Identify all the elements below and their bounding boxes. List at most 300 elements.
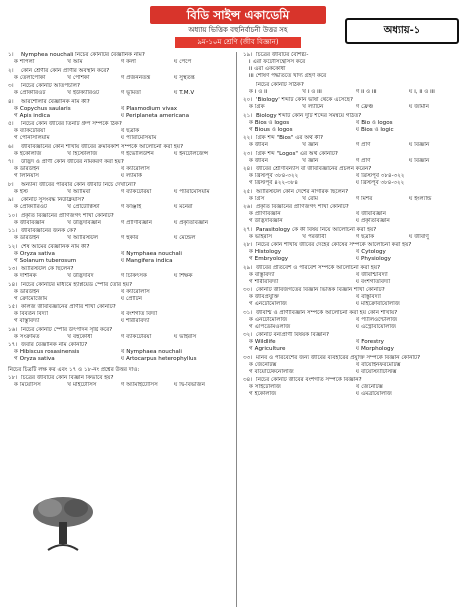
option[interactable]: ঘ মাইক্রোবায়োলজি (355, 301, 400, 307)
option[interactable]: ক জীবন (249, 142, 268, 148)
option-key: ঘ (408, 88, 413, 95)
option[interactable]: খ Forestry (355, 339, 384, 345)
option[interactable]: খ Nymphaea nouchali (120, 349, 182, 355)
option-key: খ (120, 105, 125, 112)
option-list (243, 59, 462, 80)
option-key: ঘ (355, 278, 359, 285)
option[interactable]: খ প্রোটোক্টিস্টা (67, 204, 100, 210)
option[interactable]: গ প্রাণ (355, 157, 371, 164)
option-key: ক (249, 119, 253, 126)
option[interactable]: খ ইউক্যারিওট (67, 90, 100, 96)
question-row (8, 282, 227, 289)
option[interactable]: iii শোষণ পদ্ধতিতে খাদ্য গ্রহণ করে (249, 73, 327, 79)
question-item (243, 135, 462, 149)
option-key: ঘ (355, 180, 359, 186)
option-key: ক (249, 233, 253, 240)
question-number: ২৮। (243, 242, 253, 248)
option[interactable]: ক প্রোক্যারিওট (14, 204, 47, 210)
question-text: অ্যারিস্টটল কে ছিলেন? (21, 266, 74, 272)
option[interactable]: ঘ মনেরা (173, 204, 193, 210)
option[interactable]: ক ডারউইন (14, 166, 40, 172)
option[interactable]: ক ডারউইন (14, 235, 40, 241)
option-list (243, 173, 462, 187)
option-key: ঘ (408, 157, 413, 164)
option-list (8, 151, 227, 158)
question-item (8, 327, 227, 341)
option[interactable]: খ উদ্ভিদবিদ (67, 273, 94, 279)
option[interactable]: ক i ও ii (249, 88, 268, 95)
option-list (243, 249, 462, 263)
option[interactable]: গ ইকোলজি (249, 391, 277, 397)
option-key: ক (249, 157, 253, 164)
question-row (243, 189, 462, 196)
option[interactable]: ক গ্রিক (249, 104, 265, 110)
option-key: ঘ (173, 333, 178, 340)
option[interactable]: ক Hibiscus rosasinensis (14, 349, 80, 355)
option[interactable]: গ হুকার (120, 235, 139, 241)
option-list (243, 211, 462, 225)
option[interactable]: খ Plasmodium vivax (120, 105, 178, 112)
question-item (243, 52, 462, 80)
question-text: চিত্রের জীবটির কোন বিজ্ঞান কিভাবে হয়? (21, 375, 114, 381)
option[interactable]: গ Agriculture (249, 346, 286, 352)
option[interactable]: ঘ Artocarpus heterophyllus (120, 356, 197, 362)
question-number: ২৭। (243, 226, 253, 233)
option[interactable]: ক ভাইরাস (249, 233, 273, 240)
option[interactable]: গ এপিডেমিওলজি (249, 323, 291, 330)
option[interactable]: গ ব্যাকটেরিয়া (120, 188, 152, 195)
option[interactable]: খ জীবাশ্মবিদ্যা (355, 271, 388, 278)
option-key: ঘ (355, 126, 359, 133)
question-text: কোনটি বন্যপ্রাণী বিষয়ক বিজ্ঞান? (256, 332, 329, 338)
option-list (8, 289, 227, 303)
option[interactable]: ক সাইটোলজি (249, 384, 281, 390)
option[interactable]: খ জ্ঞান (302, 142, 319, 148)
option[interactable]: খ ক্যারোলাস (120, 166, 150, 172)
option[interactable]: গ প্রাণ (355, 142, 371, 148)
option-list (8, 166, 227, 180)
option[interactable]: ঘ Morphology (355, 346, 394, 352)
option[interactable]: ঘ পেঁপে (173, 59, 192, 65)
option-key: ঘ (173, 90, 178, 96)
option-key: গ (249, 126, 253, 133)
option[interactable]: গ Bious ও logos (249, 126, 293, 133)
question-number: ৮। (8, 181, 14, 188)
option[interactable]: খ ছত্রাক (120, 128, 140, 134)
option-list (8, 349, 227, 363)
question-item (8, 213, 227, 227)
question-row (8, 182, 227, 189)
question-text: গ্রিক শব্দ "Logos" এর অর্থ কোনটি? (256, 150, 338, 157)
option[interactable]: ক Copychus saularis (14, 105, 71, 112)
option-list (243, 89, 462, 96)
option[interactable]: খ হিস্টোলজি (67, 150, 98, 157)
option[interactable]: গ এনটোমোলজি (249, 301, 287, 307)
option[interactable]: গ Solanum tuberosum (14, 257, 77, 264)
option-key: ঘ (173, 219, 178, 226)
question-item (8, 197, 227, 211)
option[interactable]: ক ইকোলজি (14, 150, 42, 157)
option[interactable]: খ খ্রিস্টপূর্ব ৩৮৪-৩২২ (355, 173, 405, 179)
option[interactable]: খ অ্যারিস্টটল (67, 235, 98, 241)
option-key: ক (14, 311, 18, 317)
option[interactable]: ঘ i, ii ও iii (408, 88, 435, 95)
option[interactable]: খ Cytology (355, 249, 386, 255)
option-key: ক (14, 333, 18, 340)
question-number: ৩২। (243, 332, 253, 338)
option[interactable]: খ বংশগতি বিদ্যা (120, 311, 158, 317)
option-key: ক (249, 249, 253, 255)
option[interactable]: গ ইভোলিউশন (120, 150, 154, 157)
question-row (243, 227, 462, 234)
option-key: ক (249, 361, 253, 368)
option[interactable]: ii এরা এককোষী (249, 66, 286, 72)
option-list (243, 272, 462, 286)
option[interactable]: খ Nymphaea nouchali (120, 250, 182, 257)
option[interactable]: ঘ ল্যামার্ক (120, 173, 143, 179)
option-key: গ (120, 333, 125, 340)
option[interactable]: গ Apis indica (14, 112, 51, 119)
option[interactable]: ঘ Physiology (355, 256, 391, 262)
option-key: ক (249, 211, 253, 217)
option-key: গ (249, 391, 253, 397)
option[interactable]: খ মাইটোসিস (67, 382, 97, 388)
question-item (8, 244, 227, 265)
option-key: i (249, 59, 251, 65)
option-key: ঘ (355, 301, 359, 307)
option[interactable]: খ বায়োইনফরমেটিক্স (355, 361, 401, 368)
option-key: খ (355, 173, 360, 179)
option[interactable]: খ অ্যামিবা (67, 188, 91, 195)
question-number: ১০। (8, 212, 18, 219)
question-number: ২৫। (243, 188, 253, 195)
question-item (243, 204, 462, 225)
question-text: কোনটি জীবজগতের বিজ্ঞান ভিত্তিক বিজ্ঞান শাখা কোনটি? (256, 287, 385, 293)
option-list (243, 362, 462, 376)
question-number: ৩০। (243, 287, 253, 293)
question-row (243, 310, 462, 317)
option-key: ঘ (173, 382, 178, 388)
option[interactable]: গ ফাঞ্জাই (120, 204, 142, 210)
option[interactable]: গ Oryza sativa (14, 356, 55, 362)
option[interactable]: ক জীবপ্রযুক্তি (249, 294, 280, 300)
option-key: ঘ (355, 218, 359, 224)
option[interactable]: খ পরজীবী (302, 233, 327, 240)
question-item (8, 282, 227, 303)
left-column (8, 52, 227, 391)
option[interactable]: গ ফ্রেঞ্চ (355, 104, 374, 110)
option-key: খ (120, 166, 125, 172)
option[interactable]: ঘ Mangifera indica (120, 257, 173, 264)
option-list (8, 128, 227, 142)
question-number: ৬। (8, 143, 14, 150)
option[interactable]: ক বিবর্তন বিদ্যা (14, 311, 48, 317)
option[interactable]: ঘ শারীরবিদ্যা (120, 318, 150, 324)
option[interactable]: গ বাস্তুবিদ্যা (14, 318, 40, 324)
option-key: খ (355, 119, 360, 126)
question-row (243, 287, 462, 294)
option[interactable]: ক জীববিজ্ঞান (14, 219, 45, 226)
option[interactable]: গ ভূমিতা (120, 90, 141, 96)
option[interactable]: i এরা ফটোসিন্থেসিস করে (249, 59, 306, 65)
option[interactable]: গ ব্যাকটেরিয়া (120, 333, 152, 340)
option[interactable]: গ মিশর (355, 195, 373, 202)
option[interactable]: ঘ খ্রিস্টপূর্ব ৩৮৪-৩২২ (355, 180, 405, 186)
option-key: ঘ (408, 233, 413, 240)
option[interactable]: ঘ জার্মান (408, 104, 429, 110)
option-key: খ (67, 150, 71, 157)
option-key: গ (249, 256, 253, 262)
option-key: ক (249, 316, 253, 323)
option[interactable]: ঘ মেন্ডেল (173, 235, 196, 241)
question-text: কোনটি সুসংবদ্ধ নিউক্লিয়াস? (21, 197, 85, 203)
question-row (8, 68, 227, 75)
option[interactable]: ঘ প্রকৃতিবিজ্ঞান (173, 219, 209, 226)
option[interactable]: ঘ প্রকৃতিবিজ্ঞান (355, 218, 390, 224)
option[interactable]: খ উদ্ভিদবিজ্ঞান (67, 219, 101, 226)
option-list (8, 204, 227, 211)
question-text: Parasitology কে কী বিষয় নিয়ে আলোচনা করা হয়? (256, 226, 377, 233)
option[interactable]: খ ক্যারোলাস (120, 288, 150, 295)
question-item (243, 189, 462, 203)
option-key: ক (14, 219, 18, 226)
option[interactable]: ক Wildlife (249, 339, 276, 345)
option[interactable]: খ আম (67, 59, 83, 65)
option-key: গ (14, 112, 18, 119)
option[interactable]: ঘ বায়োস্ট্যাটিস্টিক্স (355, 368, 397, 375)
question-text: 'Biology' শব্দটি কোন ভাষা থেকে এসেছে? (256, 97, 354, 103)
option-key: ক (14, 188, 18, 195)
option-key: ঘ (408, 142, 413, 148)
option[interactable]: গ প্রজননতন্ত্র (120, 74, 151, 81)
option[interactable]: ক প্রোকারিওট (14, 90, 46, 96)
question-text: চিত্রের জীবটির বৈশিষ্ট্য- (256, 52, 309, 58)
option-key: ঘ (120, 257, 124, 264)
option[interactable]: গ বায়োটেকনোলজি (249, 368, 294, 375)
question-text: জীবাশ্ম ও প্রাণীবিজ্ঞান সম্পর্কে আলোচনা করা হয় কোন শাখায়? (256, 309, 398, 316)
question-text: নিচের কোনটি স্পোর উৎপাদন সৃষ্টি করে? (21, 326, 113, 333)
option[interactable]: খ Bio ও logos (355, 119, 393, 126)
option[interactable]: ঘ এমব্রায়োলজি (355, 391, 392, 397)
question-item (243, 287, 462, 308)
question-number: ২৯। (243, 264, 253, 271)
option[interactable]: ঘ জীবাণু (408, 233, 429, 240)
option[interactable]: খ প্যালিওন্টোলজি (355, 316, 398, 323)
option-key: ক (249, 142, 253, 148)
option[interactable]: গ Embryology (249, 256, 289, 262)
option[interactable]: ঘ Bios ও logic (355, 126, 394, 133)
option[interactable]: ঘ T.M.V (173, 90, 195, 96)
option[interactable]: গ অ্যামাইটোসিস (120, 382, 158, 388)
page-title: বিডি সাইন্স একাডেমি (150, 6, 326, 24)
option[interactable]: গ ছত্রাক (355, 233, 375, 240)
option-key: গ (120, 90, 125, 96)
option[interactable]: ঘ ইনটেলিজেন্স (173, 150, 209, 157)
option[interactable]: ঘ বিজ্ঞান (408, 157, 430, 164)
option-key: ঘ (408, 104, 413, 110)
option-key: ঘ (173, 273, 178, 279)
option-list (243, 158, 462, 165)
option[interactable]: ঘ বিজ্ঞান (408, 142, 430, 148)
question-item (8, 68, 227, 82)
question-row (243, 265, 462, 272)
option[interactable]: গ প্রাণিবিজ্ঞান (120, 219, 152, 226)
option[interactable]: গ কলা (120, 59, 136, 65)
option-key: গ (120, 204, 125, 210)
option-key: ক (14, 250, 18, 257)
option-key: গ (249, 323, 253, 330)
question-item (243, 355, 462, 376)
option-key: খ (67, 382, 71, 388)
question-row (243, 166, 462, 173)
option[interactable]: খ পেশিকা (67, 74, 90, 81)
option[interactable]: ক শাপলা (14, 59, 35, 65)
option[interactable]: ক এনটোমোলজি (249, 316, 288, 323)
option[interactable]: ঘ প্যারামেসিয়াম (173, 188, 210, 195)
option[interactable]: খ রোম (302, 195, 319, 202)
option-key: খ (67, 204, 71, 210)
question-text: প্রকৃতি বিজ্ঞানের প্রাণিজগৎ শাখা কোনটি? (256, 204, 349, 210)
tree-illustration (28, 494, 98, 554)
option-list (8, 189, 227, 196)
option[interactable]: ক বাস্তুবিদ্যা (249, 271, 275, 278)
question-row (8, 197, 227, 204)
option[interactable]: ঘ ইংল্যান্ড (408, 195, 432, 202)
option[interactable]: ক মিয়োসিস (14, 382, 41, 388)
option[interactable]: ঘ দ্বি-বিভাজন (173, 382, 206, 388)
option-key: গ (355, 104, 360, 110)
question-text: Biology শব্দটি কোন দুটি শব্দের সমন্বয়ে গঠিত? (256, 112, 362, 119)
option-key: ক (14, 128, 18, 134)
option-key: খ (302, 142, 306, 148)
option-key: গ (14, 257, 18, 264)
option-key: ক (14, 59, 18, 65)
option-key: গ (14, 356, 18, 362)
option-key: ক (14, 273, 18, 279)
option[interactable]: ক গ্রিস (249, 195, 265, 202)
option[interactable]: ক Histology (249, 249, 282, 255)
option-key: খ (355, 294, 360, 300)
question-text: শেষ আমের বৈজ্ঞানিক নাম কী? (21, 243, 90, 250)
option[interactable]: গ লিনিয়াস (14, 173, 39, 179)
question-number: ২। (8, 67, 14, 74)
option[interactable]: ঘ শিক্ষক (173, 273, 193, 279)
question-number: ৫। (8, 121, 14, 127)
option-key: ক (249, 294, 253, 300)
option[interactable]: ঘ এস্ট্রোবায়োলজি (355, 323, 397, 330)
question-row (8, 342, 227, 349)
option[interactable]: গ খ্রিস্টপূর্ব ৪২২-৩৮৪ (249, 180, 299, 186)
option[interactable]: ঘ ভাইরাস (173, 333, 197, 340)
option[interactable]: খ জীববিজ্ঞান (355, 211, 386, 217)
question-row (8, 228, 227, 235)
question-row (8, 121, 227, 128)
option[interactable]: গ ক্রোমোজোম (14, 295, 48, 302)
option[interactable]: ক খ্রিস্টপূর্ব ৩৮৪-৩২২ (249, 173, 299, 179)
option[interactable]: ক জীবন (249, 157, 268, 164)
option[interactable]: ক প্রাণিবিজ্ঞান (249, 211, 281, 217)
option-key: গ (355, 195, 360, 202)
option-key: গ (120, 150, 125, 157)
option[interactable]: খ জ্ঞান (302, 157, 319, 164)
option-key: গ (120, 59, 125, 65)
option[interactable]: ক সংক্রমিত (14, 333, 40, 340)
question-row (243, 82, 462, 89)
option-key: গ (355, 142, 360, 148)
option-list (243, 294, 462, 308)
option-key: ক (249, 271, 253, 278)
option[interactable]: ক ডারউইন (14, 288, 40, 295)
option-key: গ (120, 382, 125, 388)
question-row (8, 327, 227, 334)
option[interactable]: খ ল্যাটিন (302, 104, 324, 110)
option-key: ক (249, 339, 253, 345)
option-key: ক (249, 88, 253, 95)
option-key: খ (67, 188, 71, 195)
option[interactable]: ঘ প্যারামেসিয়াম (120, 135, 157, 141)
option-key: ঘ (408, 195, 413, 202)
question-row (8, 266, 227, 273)
chapter-label: অধ্যায়-১ (345, 18, 459, 44)
option[interactable]: ঘ প্রোটিন (120, 295, 143, 302)
question-number: ১৫। (8, 304, 18, 310)
option[interactable]: গ উদ্ভিদবিজ্ঞান (249, 218, 283, 224)
option-key: ঘ (173, 235, 178, 241)
option-key: গ (249, 218, 253, 224)
question-item (243, 265, 462, 286)
option[interactable]: খ বহুকোষী (67, 333, 93, 340)
option[interactable]: ক জেনেটিক্স (249, 361, 277, 368)
option[interactable]: খ বাস্তুবিদ্যা (355, 294, 381, 300)
question-item (8, 121, 227, 142)
option-key: গ (14, 135, 18, 141)
option-key: গ (249, 278, 253, 285)
option[interactable]: ক দার্শনিক (14, 273, 37, 279)
option[interactable]: ক Oryza sativa (14, 250, 55, 257)
option[interactable]: ঘ বংশগতিবিদ্যা (355, 278, 391, 285)
option-key: গ (249, 301, 253, 307)
option[interactable]: গ শারীরবিদ্যা (249, 278, 279, 285)
option-list (8, 273, 227, 280)
option-key: ক (14, 288, 18, 295)
option[interactable]: ঘ সুস্থতন্ত্র (173, 74, 195, 81)
option-key: ক (14, 74, 18, 81)
option-key: খ (120, 311, 125, 317)
option-key: গ (249, 368, 253, 375)
question-number: ৩। (8, 83, 14, 89)
option-list (8, 90, 227, 97)
option[interactable]: গ ii ও iii (355, 88, 377, 95)
option-list (243, 196, 462, 203)
option[interactable]: ক তেলাপোকা (14, 74, 46, 81)
option[interactable]: ক Bios ও logos (249, 119, 290, 126)
option-key: ক (14, 204, 18, 210)
option-key: ক (14, 235, 18, 241)
option[interactable]: খ i ও iii (302, 88, 322, 95)
option-key: খ (355, 316, 360, 323)
option[interactable]: খ জেনেটিক্স (355, 384, 383, 390)
question-number: ২০। (243, 97, 253, 103)
option-key: ঘ (355, 323, 359, 330)
question-row (8, 83, 227, 90)
question-number: ১। (8, 52, 14, 58)
option[interactable]: ক ব্যাকটেরিয়া (14, 128, 46, 134)
option[interactable]: গ চিকিৎসক (120, 273, 147, 279)
option[interactable]: গ পেনিসিলিয়াম (14, 135, 50, 141)
option[interactable]: ক ইস্ট (14, 188, 28, 195)
option[interactable]: ঘ Periplaneta americana (120, 112, 190, 119)
option-list (243, 339, 462, 353)
